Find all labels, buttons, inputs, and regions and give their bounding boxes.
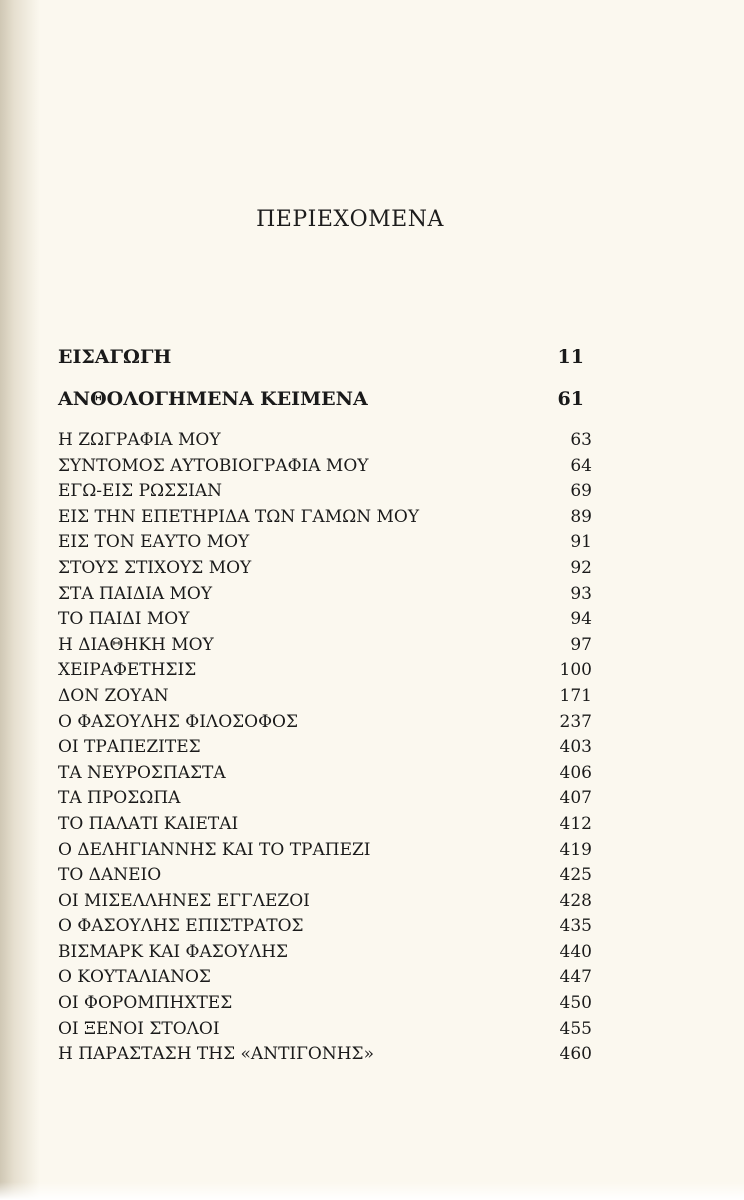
- toc-entry-page: 171: [559, 685, 592, 706]
- toc-entry-page: 428: [559, 890, 592, 911]
- toc-entry-title: ΒΙΣΜΑΡΚ ΚΑΙ ΦΑΣΟΥΛΗΣ: [58, 941, 289, 962]
- toc-entry-title: Η ΔΙΑΘΗΚΗ ΜΟΥ: [58, 634, 214, 655]
- gutter-shadow: [0, 0, 40, 1200]
- toc-entry: [58, 582, 598, 608]
- toc-entry-title: ΣΥΝΤΟΜΟΣ ΑΥΤΟΒΙΟΓΡΑΦΙΑ ΜΟΥ: [58, 455, 369, 476]
- toc-entry-title: Ο ΔΕΛΗΓΙΑΝΝΗΣ ΚΑΙ ΤΟ ΤΡΑΠΕΖΙ: [58, 839, 371, 860]
- toc-entry-page: 460: [559, 1044, 592, 1065]
- toc-entry-title: Η ΖΩΓΡΑΦΙΑ ΜΟΥ: [58, 430, 221, 450]
- toc-entry-page: 412: [559, 813, 592, 834]
- toc-entry: [58, 838, 598, 864]
- toc-section-title: ΕΙΣΑΓΩΓΗ: [58, 346, 172, 368]
- toc-entry-page: 100: [559, 660, 592, 681]
- toc-entry-title: ΧΕΙΡΑΦΕΤΗΣΙΣ: [58, 660, 197, 681]
- toc-entry-page: 407: [559, 788, 592, 809]
- toc-entry: [58, 914, 598, 940]
- toc-entry: [58, 505, 598, 531]
- toc-entry-page: 237: [559, 711, 592, 732]
- toc-entry-list: [58, 428, 598, 1068]
- toc-entry-title: ΤΑ ΝΕΥΡΟΣΠΑΣΤΑ: [58, 762, 226, 783]
- toc-entry-page: 403: [559, 737, 592, 758]
- page-title: ΠΕΡΙΕΧΟΜΕΝΑ: [256, 207, 444, 232]
- toc-entry-title: ΤΟ ΠΑΛΑΤΙ ΚΑΙΕΤΑΙ: [58, 813, 239, 834]
- toc-entry-title: ΕΙΣ ΤΗΝ ΕΠΕΤΗΡΙΔΑ ΤΩΝ ΓΑΜΩΝ ΜΟΥ: [58, 506, 420, 527]
- toc-entry: [58, 1017, 598, 1043]
- toc-entry-page: 406: [559, 762, 592, 783]
- page-bottom-edge: [0, 1182, 744, 1200]
- toc-entry-page: 419: [559, 839, 592, 860]
- toc-entry-page: 97: [570, 634, 592, 655]
- toc-entry: [58, 684, 598, 710]
- toc-entry: [58, 658, 598, 684]
- toc-entry-title: ΔΟΝ ΖΟΥΑΝ: [58, 685, 169, 706]
- toc-entry-page: 64: [570, 455, 592, 476]
- toc-entry-page: 92: [570, 557, 592, 578]
- toc-entry: [58, 454, 598, 480]
- toc-entry: [58, 710, 598, 736]
- toc-entry-page: 425: [559, 865, 592, 886]
- toc-entry-title: ΣΤΟΥΣ ΣΤΙΧΟΥΣ ΜΟΥ: [58, 557, 252, 578]
- toc-entry: [58, 786, 598, 812]
- toc-entry-title: ΟΙ ΜΙΣΕΛΛΗΝΕΣ ΕΓΓΛΕΖΟΙ: [58, 890, 310, 911]
- toc-entry-page: 63: [570, 430, 592, 450]
- toc-entry: [58, 479, 598, 505]
- toc-entry-page: 93: [570, 583, 592, 604]
- section-gap: [58, 420, 598, 428]
- toc-entry: [58, 965, 598, 991]
- toc-entry-title: Ο ΦΑΣΟΥΛΗΣ ΕΠΙΣΤΡΑΤΟΣ: [58, 916, 304, 937]
- toc-entry: [58, 428, 598, 454]
- toc-entry: [58, 863, 598, 889]
- toc-entry-title: Ο ΚΟΥΤΑΛΙΑΝΟΣ: [58, 967, 211, 988]
- toc-entry-page: 89: [570, 506, 592, 527]
- toc-entry-title: ΕΓΩ-ΕΙΣ ΡΩΣΣΙΑΝ: [58, 481, 223, 502]
- toc-entry-page: 447: [559, 967, 592, 988]
- toc-entry: [58, 556, 598, 582]
- toc-entry-title: ΤΟ ΔΑΝΕΙΟ: [58, 865, 162, 886]
- toc-entry-title: ΟΙ ΦΟΡΟΜΠΗΧΤΕΣ: [58, 993, 233, 1014]
- toc-entry-title: ΕΙΣ ΤΟΝ ΕΑΥΤΟ ΜΟΥ: [58, 532, 250, 553]
- toc-entry-page: 450: [559, 993, 592, 1014]
- toc-entry: [58, 735, 598, 761]
- toc-entry-page: 94: [570, 609, 592, 630]
- toc-entry-title: Ο ΦΑΣΟΥΛΗΣ ΦΙΛΟΣΟΦΟΣ: [58, 711, 298, 732]
- toc-entry: [58, 991, 598, 1017]
- toc-entry: [58, 607, 598, 633]
- toc-entry-title: ΣΤΑ ΠΑΙΔΙΑ ΜΟΥ: [58, 583, 213, 604]
- toc-entry: [58, 761, 598, 787]
- table-of-contents: [58, 336, 598, 1068]
- toc-entry: [58, 530, 598, 556]
- toc-entry: [58, 812, 598, 838]
- toc-entry-page: 455: [559, 1018, 592, 1039]
- toc-entry: [58, 633, 598, 659]
- toc-entry-title: ΟΙ ΤΡΑΠΕΖΙΤΕΣ: [58, 737, 201, 758]
- toc-section-row: [58, 336, 598, 378]
- toc-entry-title: ΤΟ ΠΑΙΔΙ ΜΟΥ: [58, 609, 190, 630]
- toc-entry-page: 440: [559, 941, 592, 962]
- toc-section-page: 61: [557, 388, 584, 410]
- toc-entry: [58, 940, 598, 966]
- toc-section-page: 11: [557, 346, 584, 368]
- toc-entry: [58, 889, 598, 915]
- toc-section-row: [58, 378, 598, 420]
- toc-entry: [58, 1042, 598, 1068]
- toc-entry-title: ΤΑ ΠΡΟΣΩΠΑ: [58, 788, 181, 809]
- toc-entry-title: Η ΠΑΡΑΣΤΑΣΗ ΤΗΣ «ΑΝΤΙΓΟΝΗΣ»: [58, 1044, 374, 1065]
- toc-entry-page: 435: [559, 916, 592, 937]
- toc-section-title: ΑΝΘΟΛΟΓΗΜΕΝΑ ΚΕΙΜΕΝΑ: [58, 388, 368, 410]
- toc-entry-title: ΟΙ ΞΕΝΟΙ ΣΤΟΛΟΙ: [58, 1018, 220, 1039]
- toc-entry-page: 69: [570, 481, 592, 502]
- toc-entry-page: 91: [570, 532, 592, 553]
